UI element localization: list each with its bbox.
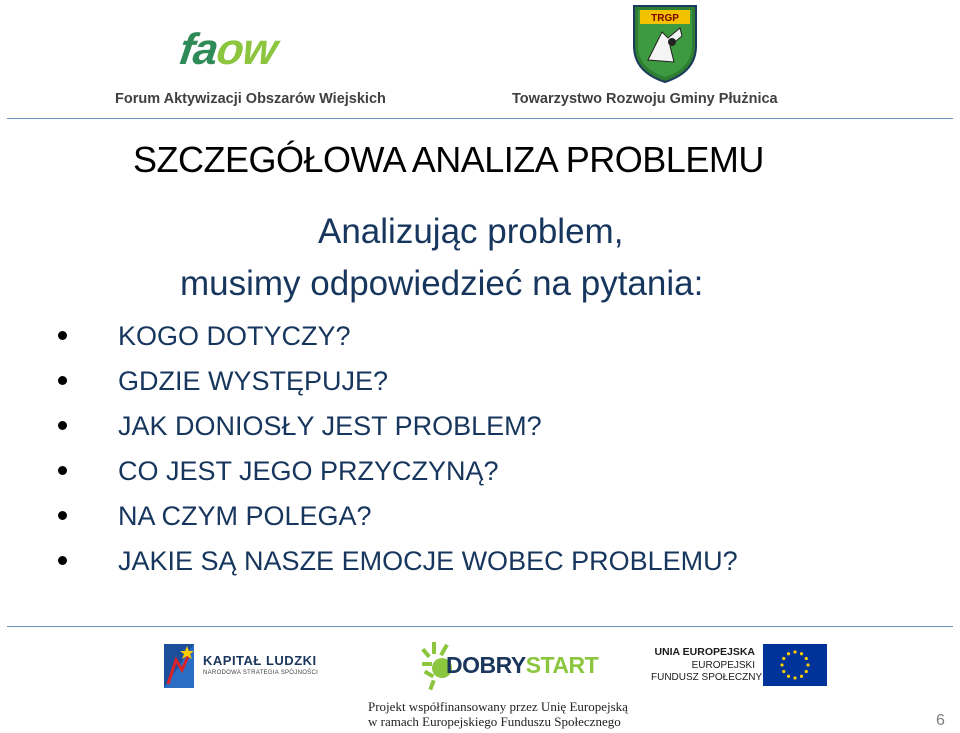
faow-logo	[176, 25, 350, 74]
question-text: GDZIE WYSTĘPUJE?	[118, 366, 389, 396]
dobrystart-part-2: START	[525, 652, 599, 678]
eu-union-label: UNIA EUROPEJSKA	[654, 646, 755, 658]
faow-logo-main: fa	[176, 25, 221, 74]
eu-star-icon	[780, 663, 783, 666]
bullet-icon	[58, 331, 67, 340]
bullet-icon	[58, 511, 67, 520]
trgp-emblem-text: TRGP	[651, 13, 679, 24]
eu-star-icon	[800, 675, 803, 678]
bullet-icon	[58, 466, 67, 475]
eu-star-icon	[787, 675, 790, 678]
bullet-icon	[58, 556, 67, 565]
faow-caption: Forum Aktywizacji Obszarów Wiejskich	[115, 91, 386, 107]
dobrystart-part-1: DOBRY	[446, 652, 526, 678]
footer-divider	[7, 626, 953, 627]
list-item	[58, 359, 738, 404]
eu-star-icon	[805, 657, 808, 660]
intro-line-1: Analizując problem,	[318, 212, 624, 251]
eu-flag-icon	[763, 644, 827, 686]
bullet-icon	[58, 421, 67, 430]
eu-star-icon	[793, 650, 796, 653]
eu-star-icon	[787, 652, 790, 655]
list-item	[58, 539, 738, 584]
list-item	[58, 494, 738, 539]
bullet-icon	[58, 376, 67, 385]
header-divider	[7, 118, 953, 119]
eu-star-icon	[782, 670, 785, 673]
trgp-coat-of-arms-icon	[628, 2, 702, 84]
intro-line-2: musimy odpowiedzieć na pytania:	[180, 264, 704, 303]
list-item	[58, 449, 738, 494]
slide-title: SZCZEGÓŁOWA ANALIZA PROBLEMU	[133, 139, 764, 180]
kapital-ludzki-subtitle: NARODOWA STRATEGIA SPÓJNOŚCI	[203, 670, 319, 676]
question-text: KOGO DOTYCZY?	[118, 321, 351, 351]
list-item	[58, 404, 738, 449]
eu-star-icon	[782, 657, 785, 660]
project-cofinance-line-2: w ramach Europejskiego Funduszu Społecznego	[368, 714, 621, 729]
dobrystart-wordmark	[446, 652, 598, 679]
kapital-ludzki-name: KAPITAŁ LUDZKI	[203, 653, 317, 668]
faow-logo-accent: ow	[213, 25, 280, 74]
eu-star-icon	[805, 670, 808, 673]
question-text: JAK DONIOSŁY JEST PROBLEM?	[118, 411, 542, 441]
eu-star-icon	[793, 676, 796, 679]
question-text: CO JEST JEGO PRZYCZYNĄ?	[118, 456, 499, 486]
question-text: NA CZYM POLEGA?	[118, 501, 372, 531]
trgp-caption: Towarzystwo Rozwoju Gminy Płużnica	[512, 91, 778, 107]
project-cofinance-line-1: Projekt współfinansowany przez Unię Europejską	[368, 699, 628, 714]
question-text: JAKIE SĄ NASZE EMOCJE WOBEC PROBLEMU?	[118, 546, 738, 576]
page-number: 6	[936, 712, 945, 729]
eu-fund-label-2: FUNDUSZ SPOŁECZNY	[651, 672, 763, 683]
eu-star-icon	[800, 652, 803, 655]
eu-fund-label-1: EUROPEJSKI	[691, 660, 755, 671]
list-item	[58, 314, 738, 359]
kapital-ludzki-emblem-icon	[162, 640, 196, 692]
question-list	[58, 314, 738, 584]
eu-star-icon	[806, 663, 809, 666]
